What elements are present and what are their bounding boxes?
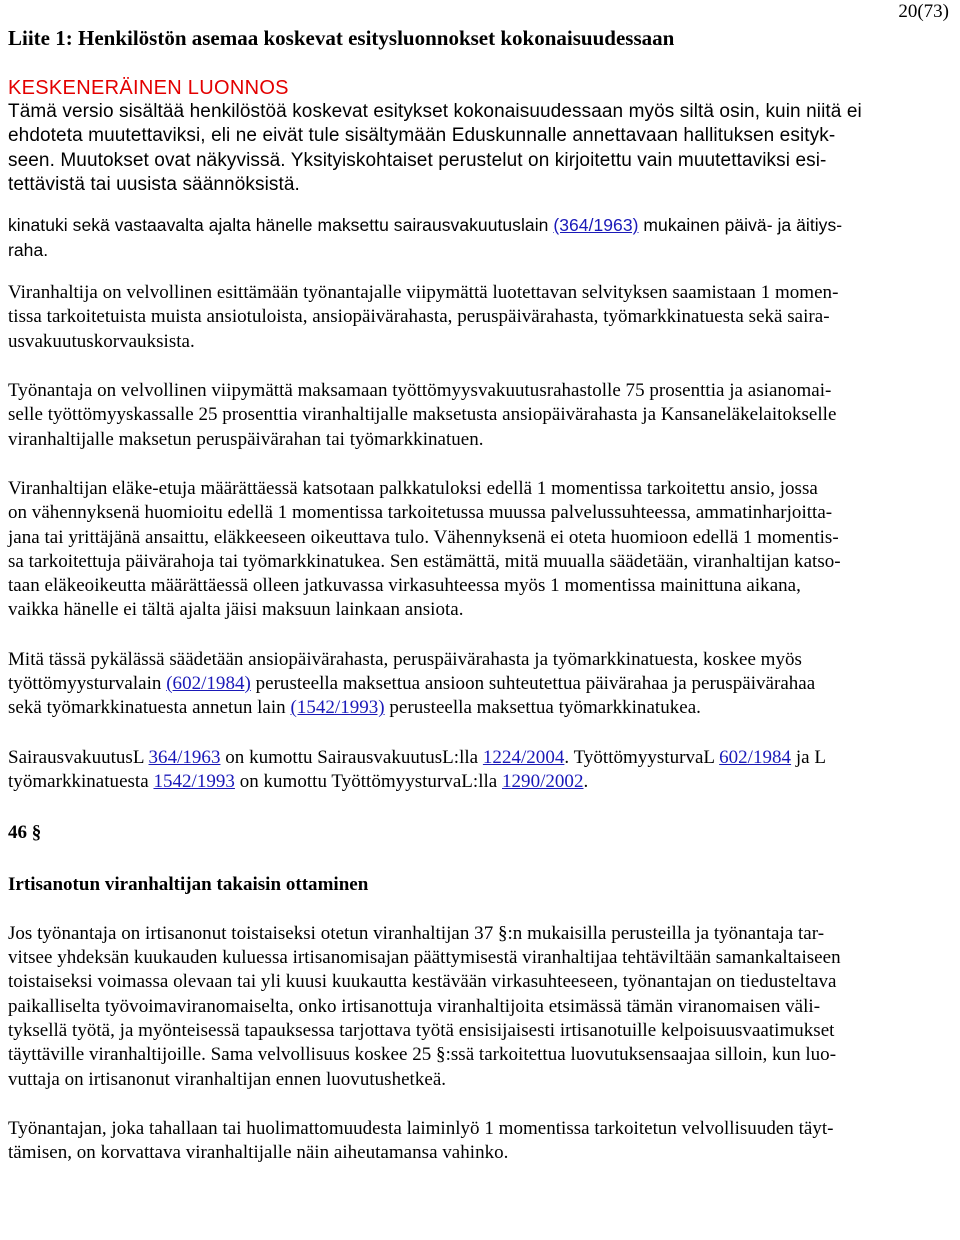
- draft-body: [8, 100, 954, 197]
- document-body: [8, 76, 954, 1166]
- text-line: on vähennyksenä huomioitu edellä 1 momentissa tarkoitetussa muussa palvelussuhteessa, ammatinharjoitta-: [8, 502, 833, 524]
- section-heading: Irtisanotun viranhaltijan takaisin ottaminen: [8, 873, 369, 895]
- text-run: työttömyysturvalain: [8, 673, 167, 695]
- paragraph-compensation: [8, 1117, 954, 1166]
- text-line: [8, 746, 954, 770]
- paragraph-applicability: [8, 648, 954, 721]
- paragraph-income-report: [8, 281, 954, 354]
- text-run: ja L: [791, 746, 826, 768]
- draft-notice: [8, 76, 954, 197]
- paragraph-reemployment: [8, 922, 954, 1092]
- text-run: työmarkkinatuesta: [8, 770, 154, 792]
- law-link-364-1963[interactable]: 364/1963: [148, 746, 221, 768]
- text-run: perusteella maksettua työmarkkinatukea.: [384, 697, 701, 719]
- text-line: ehdoteta muutettaviksi, eli ne eivät tule sisältymään Eduskunnalle annettavaan hallituksen esityk-: [8, 125, 836, 147]
- page-number: 20(73): [898, 1, 949, 22]
- text-line: taan eläkeoikeutta määrättäessä olleen jatkuvassa virkasuhteessa myös 1 momentissa mainittuna aikana,: [8, 575, 801, 597]
- law-link-1542-1993[interactable]: (1542/1993): [290, 697, 385, 719]
- text-line: Jos työnantaja on irtisanonut toistaiseksi otetun viranhaltijan 37 §:n mukaisilla perusteilla ja työnantaja tar-: [8, 922, 825, 944]
- document-header-title: Liite 1: Henkilöstön asemaa koskevat esitysluonnokset kokonaisuudessaan: [8, 26, 675, 50]
- text-line: seen. Muutokset ovat näkyvissä. Yksityiskohtaiset perustelut on kirjoitettu vain muutettaviksi esi-: [8, 149, 827, 171]
- paragraph-employer-payment: [8, 379, 954, 452]
- text-line: tämisen, on korvattava viranhaltijalle näin aiheutamansa vahinko.: [8, 1142, 509, 1164]
- law-link-602-1984[interactable]: 602/1984: [719, 746, 792, 768]
- text-line: vaikka hänelle ei tältä ajalta jäisi maksuun lainkaan ansiota.: [8, 599, 464, 621]
- text-line: Tämä versio sisältää henkilöstöä koskevat esitykset kokonaisuudessaan myös siltä osin, kuin niitä ei: [8, 101, 862, 122]
- text-line: usvakuutuskorvauksista.: [8, 330, 195, 352]
- text-line: selle työttömyyskassalle 25 prosenttia viranhaltijalle maksetusta ansiopäivärahasta ja Kansaneläkelaitokselle: [8, 404, 837, 426]
- text-line: toistaiseksi voimassa olevaan tai yli kuusi kuukautta kestävään virkasuhteeseen, työnantajan on tiedusteltava: [8, 971, 837, 993]
- text-line: vitsee yhdeksän kuukauden kuluessa irtisanomisajan päättymisestä viranhaltijaa tehtäviltään samankaltaiseen: [8, 947, 841, 969]
- text-line: [8, 213, 954, 238]
- paragraph-repeal-note: [8, 746, 954, 795]
- section-number: 46 §: [8, 822, 42, 844]
- text-run: on kumottu TyöttömyysturvaL:lla: [234, 770, 503, 792]
- text-line: Työnantaja on velvollinen viipymättä maksamaan työttömyysvakuutusrahastolle 75 prosenttia ja asianomai-: [8, 380, 832, 402]
- text-run: . TyöttömyysturvaL: [564, 746, 720, 768]
- draft-title: KESKENERÄINEN LUONNOS: [8, 77, 289, 99]
- text-run: SairausvakuutusL: [8, 746, 149, 768]
- text-line: raha.: [8, 240, 49, 261]
- text-line: viranhaltijalle maksetun peruspäivärahan tai työmarkkinatuen.: [8, 428, 484, 450]
- text-line: Työnantajan, joka tahallaan tai huolimattomuudesta laiminlyö 1 momentissa tarkoitetun velvollisuuden täyt-: [8, 1117, 834, 1139]
- text-run: sekä työmarkkinatuesta annetun lain: [8, 697, 291, 719]
- text-line: [8, 672, 954, 696]
- text-run: mukainen päivä- ja äitiys-: [638, 215, 843, 236]
- text-line: sa tarkoitettuja päivärahoja tai työmarkkinatukea. Sen estämättä, mitä muualla säädetään, viranhaltijan katso-: [8, 550, 841, 572]
- text-run: kinatuki sekä vastaavalta ajalta hänelle maksettu sairausvakuutuslain: [8, 215, 554, 236]
- law-link-602-1984[interactable]: (602/1984): [166, 673, 251, 695]
- text-line: [8, 770, 954, 794]
- text-line: jana tai yrittäjänä ansaittu, eläkkeeseen oikeuttava tulo. Vähennyksenä ei oteta huomioon edellä 1 momentis-: [8, 526, 839, 548]
- text-run: perusteella maksettua ansioon suhteutettua päivärahaa ja peruspäivärahaa: [250, 673, 816, 695]
- text-run: .: [583, 770, 589, 792]
- text-line: tyksellä työtä, ja myönteisessä tapauksessa tarjottava työtä ensisijaisesti irtisanotuille kelpoisuusvaatimukset: [8, 1020, 835, 1042]
- law-link-1290-2002[interactable]: 1290/2002: [502, 770, 584, 792]
- text-run: on kumottu SairausvakuutusL:lla: [220, 746, 483, 768]
- text-line: vuttaja on irtisanonut viranhaltijan ennen luovutushetkeä.: [8, 1068, 447, 1090]
- text-line: paikalliselta työvoimaviranomaiselta, onko irtisanottuja viranhaltijoita etsimässä tämän viranomaisen väli-: [8, 995, 821, 1017]
- text-line: tettävistä tai uusista säännöksistä.: [8, 173, 300, 195]
- kinatuki-paragraph: [8, 213, 954, 263]
- text-line: täyttäville viranhaltijoille. Sama velvollisuus koskee 25 §:ssä tarkoitettua luovutuksensaajaa silloin, kun luo-: [8, 1044, 837, 1066]
- text-line: Viranhaltija on velvollinen esittämään työnantajalle viipymättä luotettavan selvityksen saamistaan 1 momen-: [8, 282, 839, 304]
- text-line: Mitä tässä pykälässä säädetään ansiopäivärahasta, peruspäivärahasta ja työmarkkinatuesta, koskee myös: [8, 648, 802, 670]
- paragraph-pension: [8, 477, 954, 623]
- text-line: [8, 696, 954, 720]
- text-line: Viranhaltijan eläke-etuja määrättäessä katsotaan palkkatuloksi edellä 1 momentissa tarkoitettu ansio, jossa: [8, 477, 818, 499]
- law-link-1542-1993[interactable]: 1542/1993: [153, 770, 235, 792]
- text-line: tissa tarkoitetuista muista ansiotuloista, ansiopäivärahasta, peruspäivärahasta, työmarkkinatuesta sekä saira-: [8, 306, 830, 328]
- law-link-364-1963[interactable]: (364/1963): [553, 215, 639, 236]
- law-link-1224-2004[interactable]: 1224/2004: [482, 746, 565, 768]
